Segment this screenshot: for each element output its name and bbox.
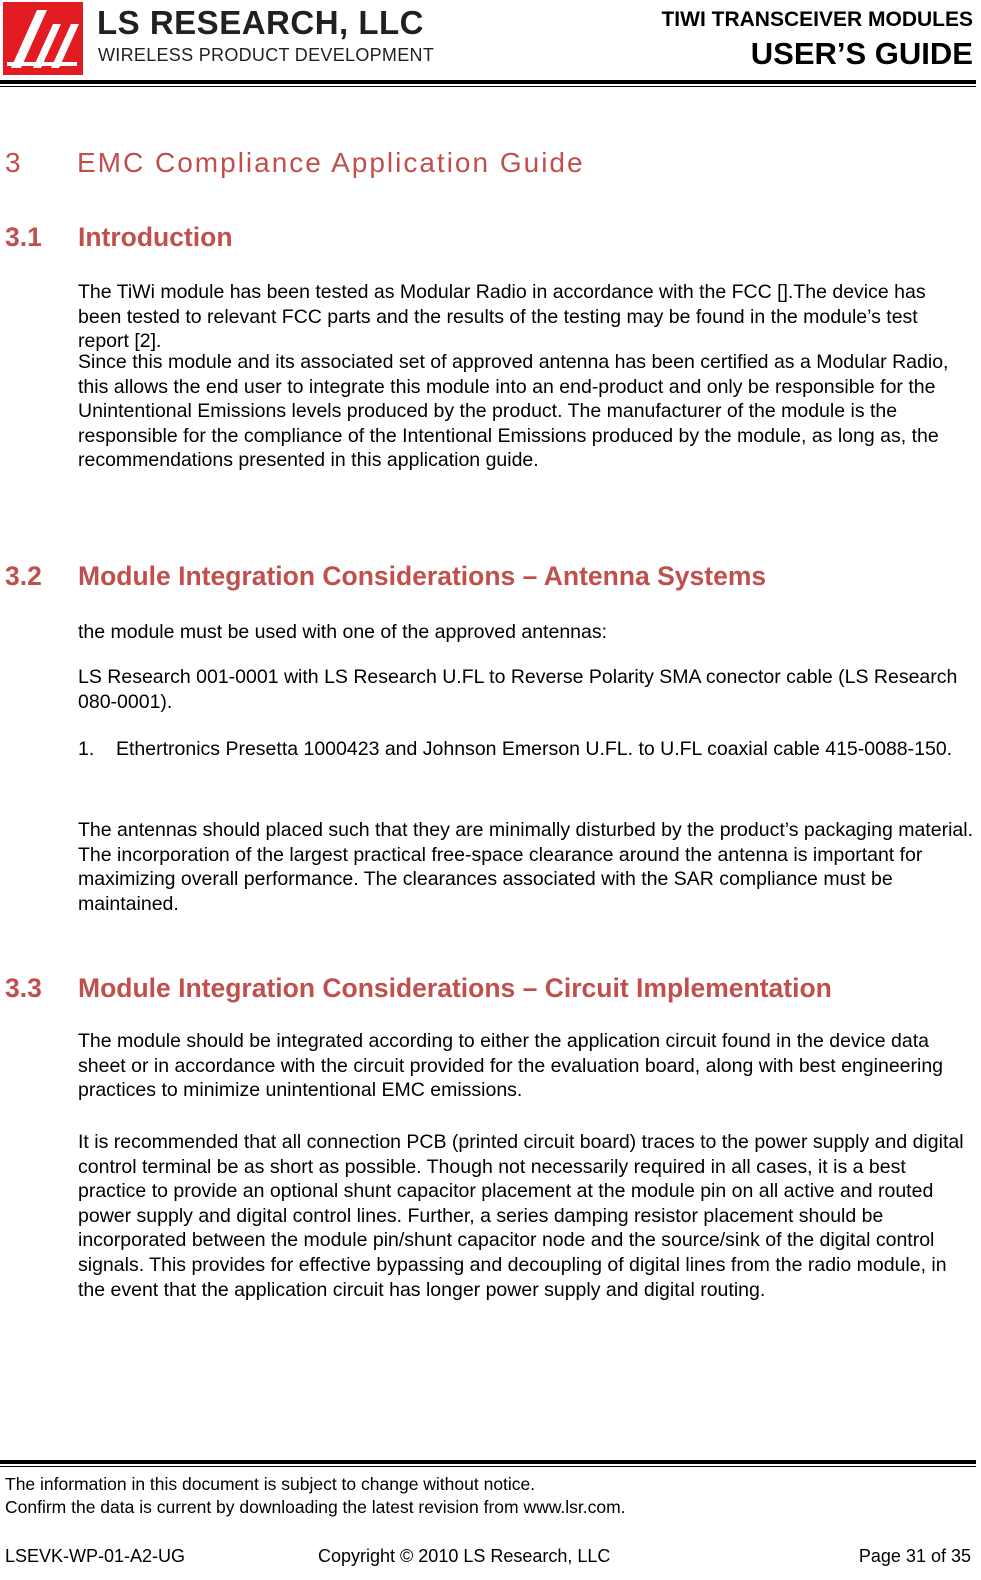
section-3-3-number: 3.3 [5,973,42,1003]
footer-page-number: Page 31 of 35 [858,1546,971,1566]
section-3-heading [5,147,585,179]
header-divider [0,80,976,84]
footer-divider [0,1460,976,1464]
ls-research-logo-icon [3,2,83,75]
section-3-3-heading [5,973,832,1004]
document-title-line1: TIWI TRANSCEIVER MODULES [661,8,973,31]
section-3-1-paragraph-2: Since this module and its associated set of approved antenna has been certified as a Modular Radio, this allows the end user to integrate this module into an end-product and only be responsible for the Unintentional Emissions levels produced by the product. The manufacturer of the module is the responsible for the compliance of the Intentional Emissions produced by the module, as long as, the recommendations presented in this application guide. [78,351,949,472]
list-item-text: Ethertronics Presetta 1000423 and Johnson Emerson U.FL. to U.FL coaxial cable 415-0088-150. [116,738,953,760]
section-3-1-heading [5,222,233,253]
section-3-2-number: 3.2 [5,561,42,591]
section-3-2-paragraph-1: the module must be used with one of the approved antennas: [78,621,608,643]
header-divider-thin [0,86,976,87]
footer-notice-line2: Confirm the data is current by downloading the latest revision from www.lsr.com. [5,1497,626,1517]
company-tagline: WIRELESS PRODUCT DEVELOPMENT [98,45,435,65]
section-3-2-title: Module Integration Considerations – Antenna Systems [78,561,767,591]
document-title-line2: USER’S GUIDE [750,36,973,71]
section-3-number: 3 [5,147,23,178]
section-3-3-paragraph-2: It is recommended that all connection PCB (printed circuit board) traces to the power supply and digital control terminal be as short as possible. Though not necessarily required in all cases, it is a best practice to provide an optional shunt capacitor placement at the module pin on all active and routed power supply and digital control lines. Further, a series damping resistor placement should be incorporated between the module pin/shunt capacitor node and the source/sink of the digital control signals. This provides for effective bypassing and decoupling of digital lines from the radio module, in the event that the application circuit has longer power supply and digital routing. [78,1131,964,1301]
footer-divider-thin [0,1466,976,1467]
footer-copyright: Copyright © 2010 LS Research, LLC [318,1546,611,1566]
section-3-2-paragraph-3: The antennas should placed such that they are minimally disturbed by the product’s packaging material. The incorporation of the largest practical free-space clearance around the antenna is important for maximizing overall performance. The clearances associated with the SAR compliance must be maintained. [78,819,973,915]
page-header [0,0,981,86]
section-3-1-paragraph-1: The TiWi module has been tested as Modular Radio in accordance with the FCC [].The device has been tested to relevant FCC parts and the results of the testing may be found in the module’s test report [2]. [78,281,926,353]
section-3-3-title: Module Integration Considerations – Circuit Implementation [78,973,832,1003]
approved-antenna-list-item [78,735,973,763]
footer-document-id: LSEVK-WP-01-A2-UG [5,1546,186,1566]
list-marker: 1. [78,738,95,760]
section-3-title: EMC Compliance Application Guide [77,147,585,178]
section-3-2-paragraph-2: LS Research 001-0001 with LS Research U.FL to Reverse Polarity SMA conector cable (LS Research 080-0001). [78,666,958,713]
company-name: LS RESEARCH, LLC [97,4,425,41]
section-3-2-heading [5,561,766,592]
section-3-1-title: Introduction [78,222,233,252]
section-3-1-number: 3.1 [5,222,42,252]
footer-notice-line1: The information in this document is subject to change without notice. [5,1474,536,1494]
section-3-3-paragraph-1: The module should be integrated according to either the application circuit found in the device data sheet or in accordance with the circuit provided for the evaluation board, along with best engineering practices to minimize unintentional EMC emissions. [78,1030,944,1102]
